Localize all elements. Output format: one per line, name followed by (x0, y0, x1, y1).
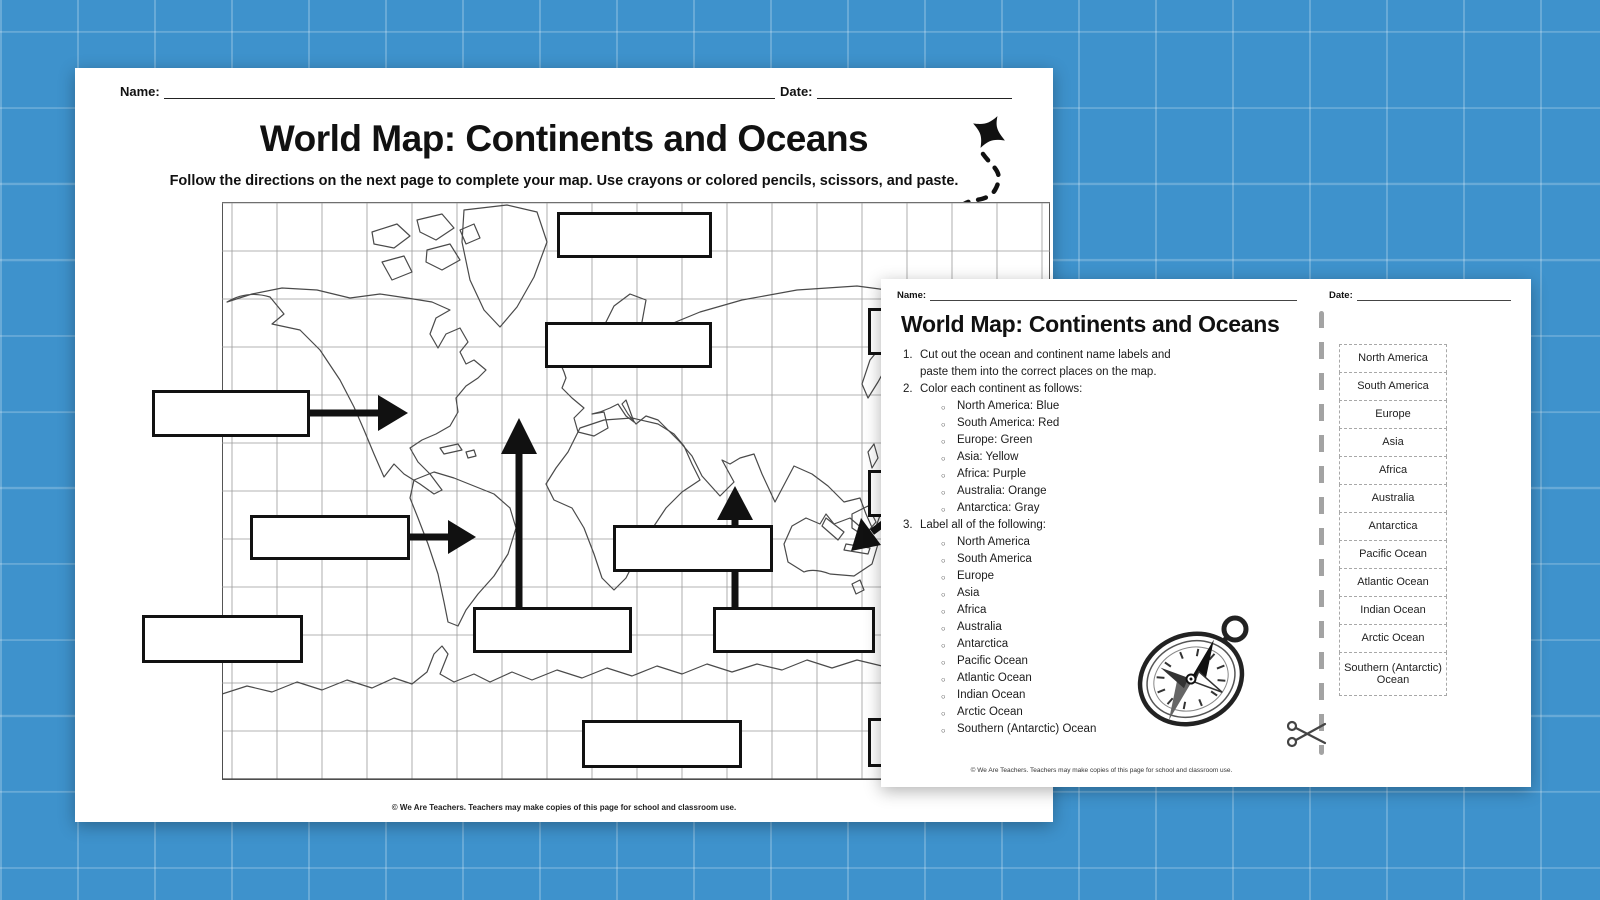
cut-out-label: South America (1339, 372, 1447, 401)
name-field (120, 84, 775, 99)
cut-out-label: Asia (1339, 428, 1447, 457)
map-label-blank-box (152, 390, 310, 437)
step-text: Cut out the ocean and continent name labels and paste them into the correct places on the map. (920, 349, 1171, 378)
map-label-blank-box (545, 322, 712, 368)
list-item: ○ Australia: Orange (941, 483, 1213, 500)
list-item: ○ Australia (941, 619, 1213, 636)
cut-line-dashed (1319, 311, 1324, 755)
list-item: ○ Asia (941, 585, 1213, 602)
name-field (897, 289, 1297, 301)
list-item: ○ Pacific Ocean (941, 653, 1213, 670)
step-text: Label all of the following: (920, 519, 1046, 531)
compass-icon (1133, 607, 1263, 737)
date-blank-line (1357, 289, 1511, 301)
list-item: ○ Africa (941, 602, 1213, 619)
list-item: ○ Southern (Antarctic) Ocean (941, 721, 1213, 738)
map-label-blank-box (582, 720, 742, 768)
date-label: Date: (780, 84, 813, 99)
name-blank-line (930, 289, 1297, 301)
map-label-blank-box (142, 615, 303, 663)
list-item: ○ North America: Blue (941, 398, 1213, 415)
map-label-blank-box (613, 525, 773, 572)
step-number: 2. (903, 383, 913, 395)
list-item: ○ Indian Ocean (941, 687, 1213, 704)
list-item: ○ Europe (941, 568, 1213, 585)
color-key-list (903, 398, 1213, 517)
page-title: World Map: Continents and Oceans (259, 118, 869, 159)
list-item: ○ South America (941, 551, 1213, 568)
page-subtitle: Follow the directions on the next page to complete your map. Use crayons or colored pencils, scissors, and paste. (169, 173, 959, 189)
cut-out-label: Atlantic Ocean (1339, 568, 1447, 597)
step-number: 3. (903, 519, 913, 531)
cut-out-label: Europe (1339, 400, 1447, 429)
map-label-blank-box (713, 607, 875, 653)
copyright-footer: © We Are Teachers. Teachers may make copies of this page for school and classroom use. (391, 803, 737, 812)
name-blank-line (164, 84, 775, 99)
cut-out-label: Indian Ocean (1339, 596, 1447, 625)
cut-out-label: North America (1339, 344, 1447, 373)
date-field (1329, 289, 1511, 301)
cut-out-label: Southern (Antarctic) Ocean (1339, 652, 1447, 696)
list-item: ○ North America (941, 534, 1213, 551)
list-item: ○ Antarctica (941, 636, 1213, 653)
date-label: Date: (1329, 290, 1353, 301)
step-number: 1. (903, 349, 913, 361)
scissors-icon (1287, 719, 1331, 749)
cut-out-label: Pacific Ocean (1339, 540, 1447, 569)
list-item: ○ Europe: Green (941, 432, 1213, 449)
map-label-blank-box (557, 212, 712, 258)
list-item: ○ Arctic Ocean (941, 704, 1213, 721)
date-blank-line (817, 84, 1012, 99)
name-label: Name: (897, 290, 927, 301)
list-item: ○ Antarctica: Gray (941, 500, 1213, 517)
direction-step (903, 381, 1213, 398)
list-item: ○ South America: Red (941, 415, 1213, 432)
page-title: World Map: Continents and Oceans (901, 311, 1280, 337)
list-item: ○ Africa: Purple (941, 466, 1213, 483)
direction-step (903, 347, 1213, 381)
cut-out-label: Arctic Ocean (1339, 624, 1447, 653)
map-label-blank-box (250, 515, 410, 560)
cut-out-label: Africa (1339, 456, 1447, 485)
copyright-footer: © We Are Teachers. Teachers may make copies of this page for school and classroom use. (970, 767, 1233, 774)
date-field (780, 84, 1012, 99)
star-plane-icon (965, 110, 1014, 156)
cut-out-label: Antarctica (1339, 512, 1447, 541)
list-item: ○ Atlantic Ocean (941, 670, 1213, 687)
cut-out-labels-column (1339, 345, 1447, 696)
direction-step (903, 517, 1213, 534)
name-label: Name: (120, 84, 160, 99)
directions-page (881, 279, 1531, 787)
map-label-blank-box (473, 607, 632, 653)
list-item: ○ Asia: Yellow (941, 449, 1213, 466)
cut-out-label: Australia (1339, 484, 1447, 513)
step-text: Color each continent as follows: (920, 383, 1083, 395)
